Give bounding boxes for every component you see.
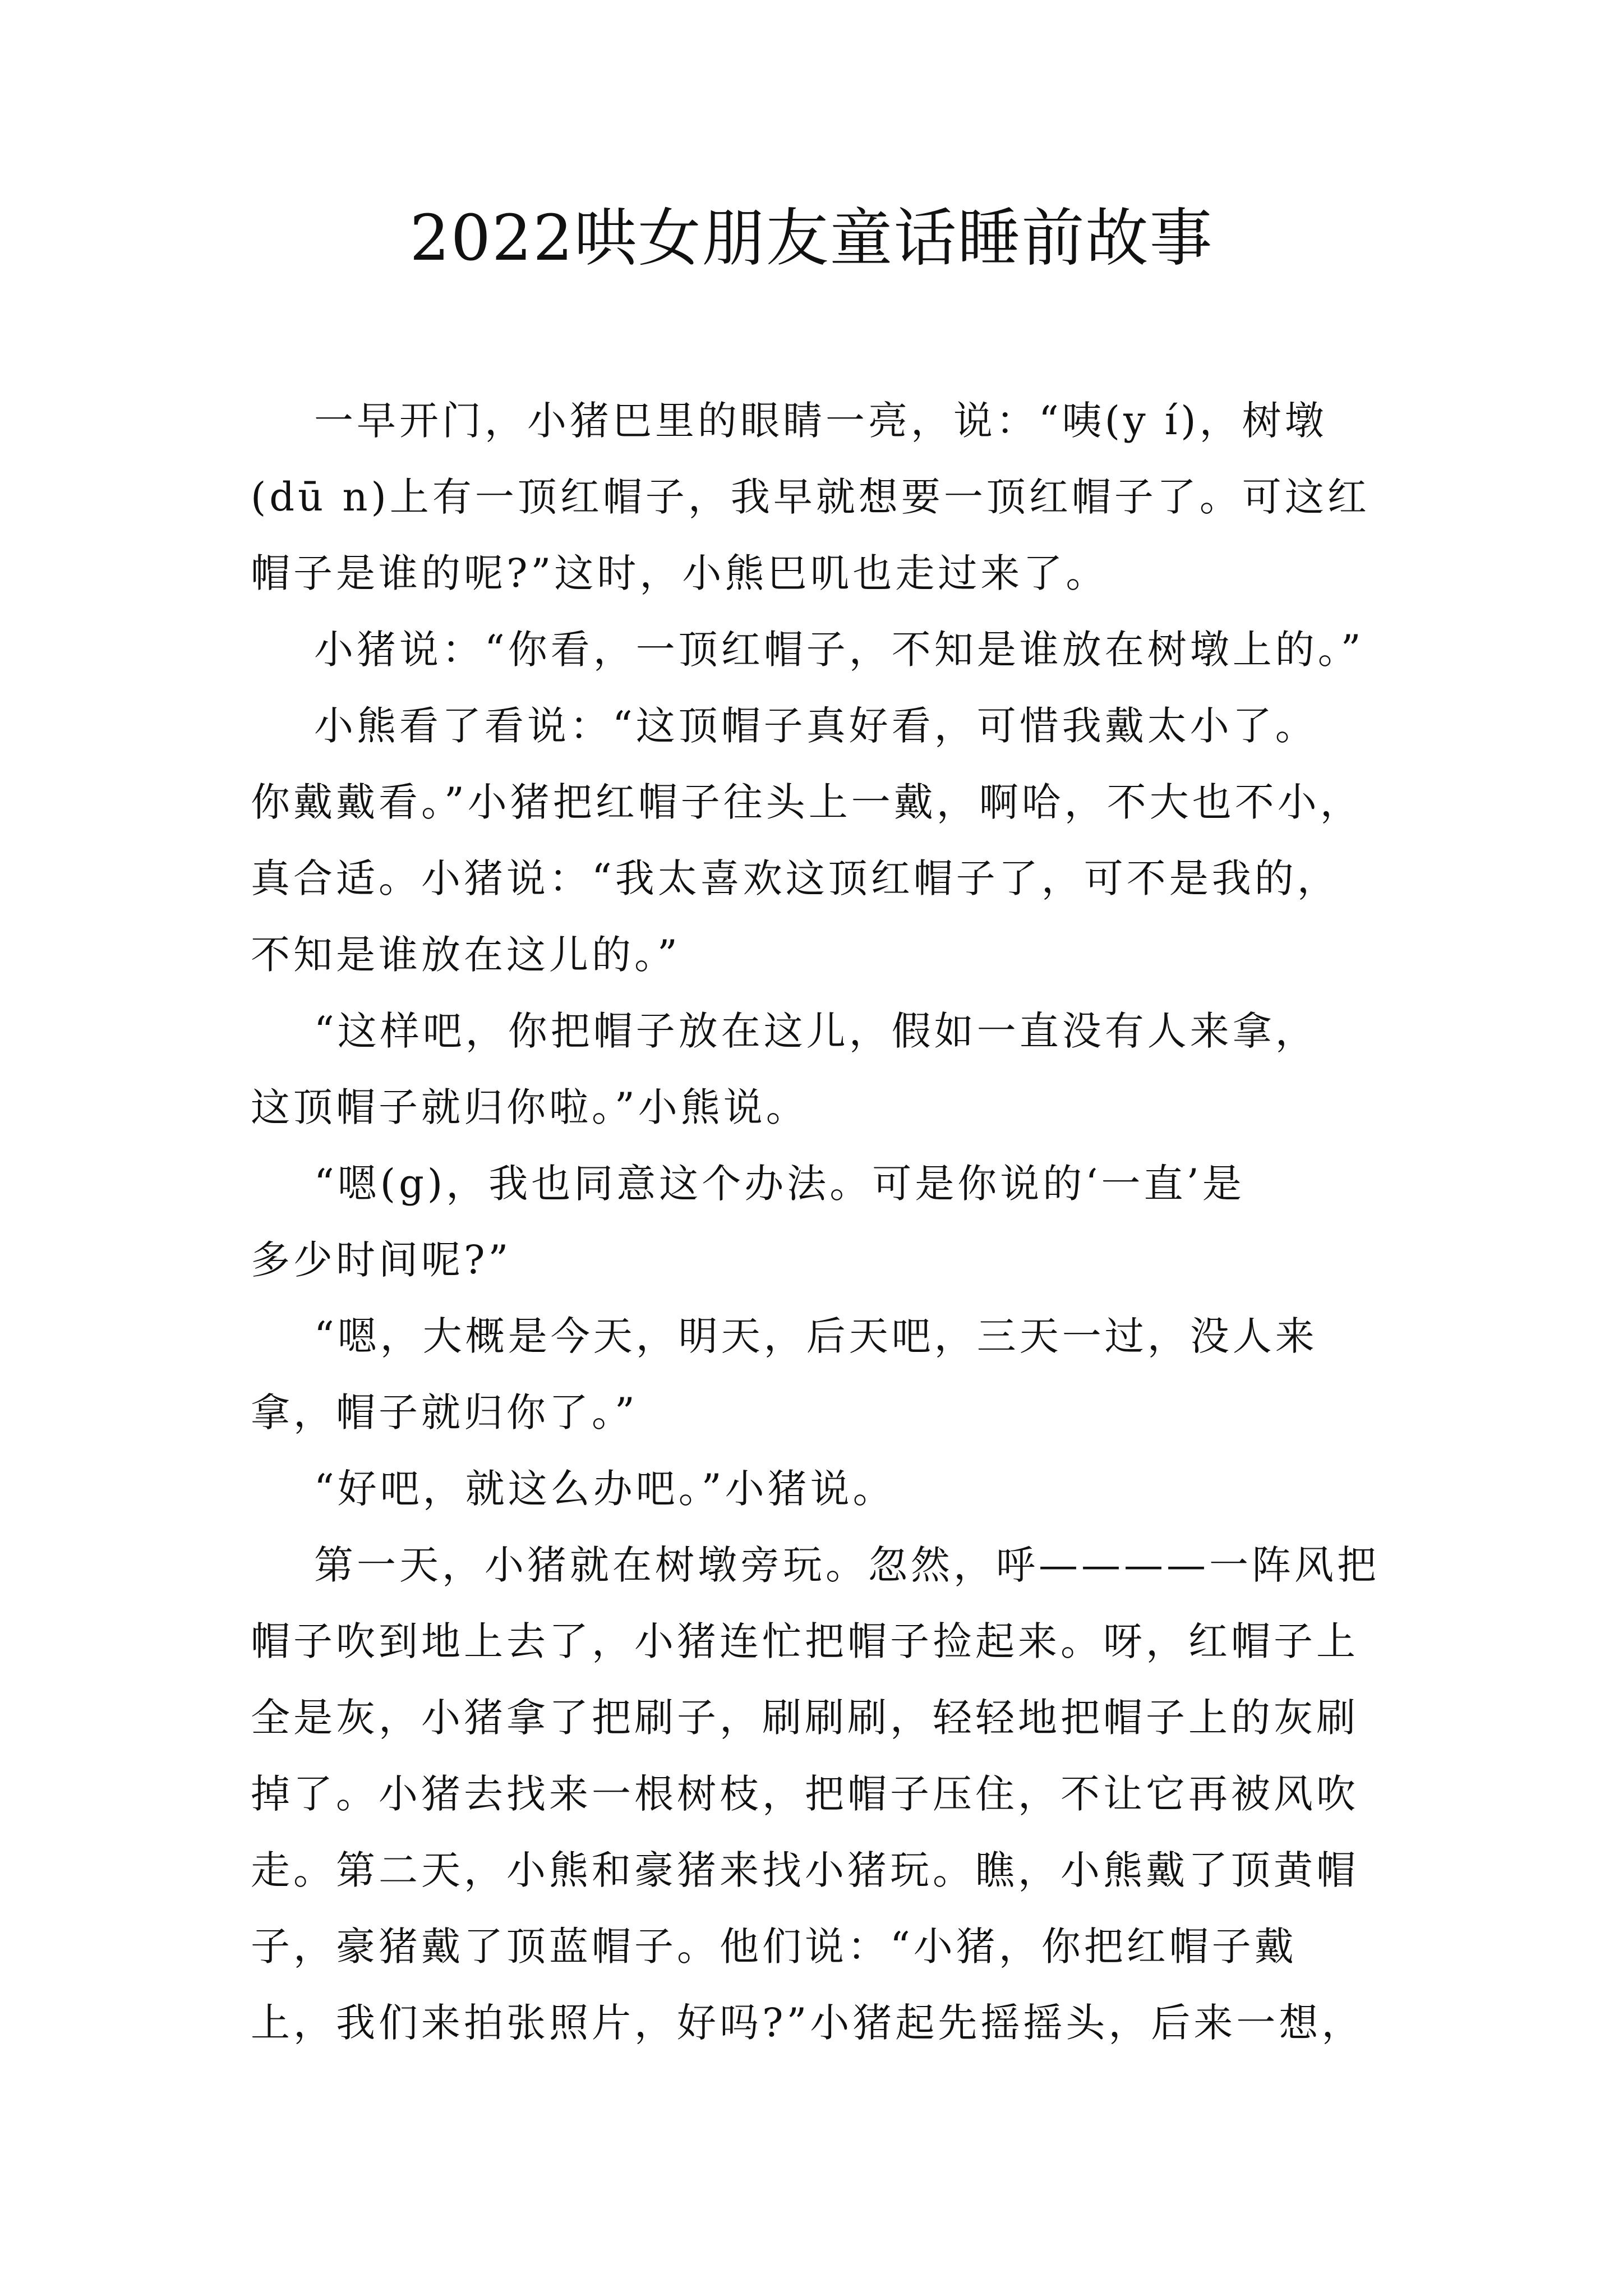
text-line: 这顶帽子就归你啦。”小熊说。	[251, 1084, 809, 1130]
text-line: “嗯，大概是今天，明天，后天吧，三天一过，没人来	[251, 1313, 1318, 1359]
text-line: 真合适。小猪说：“我太喜欢这顶红帽子了，可不是我的，	[251, 855, 1340, 901]
text-line: 帽子吹到地上去了，小猪连忙把帽子捡起来。呀，红帽子上	[251, 1618, 1359, 1664]
text-line: 小猪说：“你看，一顶红帽子，不知是谁放在树墩上的。”	[251, 627, 1364, 673]
text-line: 一早开门，小猪巴里的眼睛一亮，说：“咦(y í)，树墩	[251, 398, 1327, 444]
text-line: 子，豪猪戴了顶蓝帽子。他们说：“小猪，你把红帽子戴	[251, 1924, 1297, 1970]
text-line: 上，我们来拍张照片，好吗?”小猪起先摇摇头，后来一想，	[251, 2000, 1364, 2046]
text-line: (dū n)上有一顶红帽子，我早就想要一顶红帽子了。可这红	[251, 474, 1370, 520]
text-line: 帽子是谁的呢?”这时，小熊巴叽也走过来了。	[251, 550, 1109, 596]
text-line: 拿，帽子就归你了。”	[251, 1389, 638, 1435]
text-line: 你戴戴看。”小猪把红帽子往头上一戴，啊哈，不大也不小，	[251, 779, 1363, 825]
text-line: “嗯(g)，我也同意这个办法。可是你说的‘一直’是	[251, 1161, 1245, 1207]
text-line: 不知是谁放在这儿的。”	[251, 932, 681, 978]
text-line: 多少时间呢?”	[251, 1237, 512, 1283]
text-line: 第一天，小猪就在树墩旁玩。忽然，呼————一阵风把	[251, 1542, 1380, 1588]
text-line: “这样吧，你把帽子放在这儿，假如一直没有人来拿，	[251, 1008, 1318, 1054]
text-line: 小熊看了看说：“这顶帽子真好看，可惜我戴太小了。	[251, 703, 1318, 749]
document-title: 2022哄女朋友童话睡前故事	[409, 202, 1214, 275]
text-line: 掉了。小猪去找来一根树枝，把帽子压住，不让它再被风吹	[251, 1771, 1359, 1817]
text-line: “好吧，就这么办吧。”小猪说。	[251, 1466, 896, 1512]
text-line: 走。第二天，小熊和豪猪来找小猪玩。瞧，小熊戴了顶黄帽	[251, 1847, 1359, 1893]
text-line: 全是灰，小猪拿了把刷子，刷刷刷，轻轻地把帽子上的灰刷	[251, 1695, 1359, 1741]
